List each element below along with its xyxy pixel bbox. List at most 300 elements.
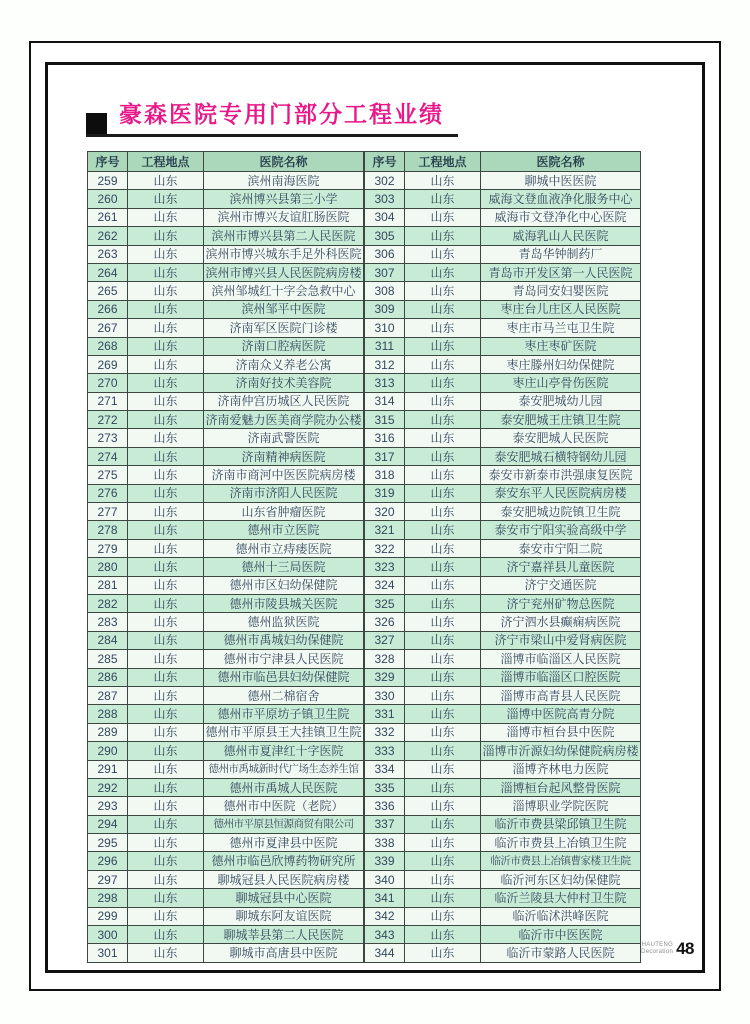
location-cell: 山东 (128, 374, 204, 392)
hospital-cell: 德州市平原县王大挂镇卫生院 (204, 723, 364, 741)
table-row (88, 374, 364, 392)
table-row (88, 650, 364, 668)
serial-cell: 325 (365, 594, 405, 612)
hospital-cell: 淄博市临淄区口腔医院 (481, 668, 641, 686)
table-row (365, 705, 641, 723)
header-hospital: 医院名称 (204, 152, 364, 172)
hospital-cell: 德州市禹城妇幼保健院 (204, 631, 364, 649)
footer-brand-line1: HAUTENG (641, 941, 674, 948)
hospital-cell: 济宁泗水县癫痫病医院 (481, 613, 641, 631)
hospital-cell: 德州市立医院 (204, 521, 364, 539)
hospital-cell: 济宁市梁山中爱肾病医院 (481, 631, 641, 649)
location-cell: 山东 (128, 429, 204, 447)
location-cell: 山东 (405, 319, 481, 337)
hospital-cell: 聊城东阿友谊医院 (204, 907, 364, 925)
hospital-cell: 泰安肥城石横特钢幼儿园 (481, 447, 641, 465)
serial-cell: 286 (88, 668, 128, 686)
table-row (365, 245, 641, 263)
hospital-cell: 青岛市开发区第一人民医院 (481, 263, 641, 281)
table-row (88, 300, 364, 318)
serial-cell: 277 (88, 503, 128, 521)
table-row (88, 705, 364, 723)
hospital-cell: 济南好技术美容院 (204, 374, 364, 392)
location-cell: 山东 (405, 576, 481, 594)
serial-cell: 300 (88, 926, 128, 944)
hospital-cell: 泰安东平人民医院病房楼 (481, 484, 641, 502)
table-row (365, 172, 641, 190)
table-row (88, 852, 364, 870)
location-cell: 山东 (128, 852, 204, 870)
table-row (365, 797, 641, 815)
footer-brand-line2: Decoration (641, 949, 674, 955)
location-cell: 山东 (405, 926, 481, 944)
serial-cell: 306 (365, 245, 405, 263)
location-cell: 山东 (128, 300, 204, 318)
serial-cell: 326 (365, 613, 405, 631)
hospital-cell: 滨州市博兴友谊肛肠医院 (204, 208, 364, 226)
location-cell: 山东 (405, 355, 481, 373)
table-header-row (88, 152, 364, 172)
serial-cell: 337 (365, 815, 405, 833)
location-cell: 山东 (405, 466, 481, 484)
location-cell: 山东 (405, 282, 481, 300)
serial-cell: 287 (88, 686, 128, 704)
table-row (88, 208, 364, 226)
header-serial: 序号 (88, 152, 128, 172)
location-cell: 山东 (128, 558, 204, 576)
table-row (88, 521, 364, 539)
table-row (88, 539, 364, 557)
table-row (365, 576, 641, 594)
table-row (88, 503, 364, 521)
table-row (365, 723, 641, 741)
serial-cell: 263 (88, 245, 128, 263)
hospital-cell: 滨州市博兴县人民医院病房楼 (204, 263, 364, 281)
table-header-row (365, 152, 641, 172)
location-cell: 山东 (128, 815, 204, 833)
table-row (88, 889, 364, 907)
location-cell: 山东 (128, 484, 204, 502)
location-cell: 山东 (405, 797, 481, 815)
serial-cell: 284 (88, 631, 128, 649)
location-cell: 山东 (405, 723, 481, 741)
table-row (88, 870, 364, 888)
location-cell: 山东 (128, 705, 204, 723)
hospital-cell: 临沂市蒙路人民医院 (481, 944, 641, 962)
serial-cell: 289 (88, 723, 128, 741)
location-cell: 山东 (128, 889, 204, 907)
serial-cell: 315 (365, 411, 405, 429)
location-cell: 山东 (128, 686, 204, 704)
hospital-cell: 威海乳山人民医院 (481, 227, 641, 245)
projects-table-right (364, 151, 641, 963)
serial-cell: 324 (365, 576, 405, 594)
location-cell: 山东 (128, 392, 204, 410)
hospital-cell: 威海文登血液净化服务中心 (481, 190, 641, 208)
hospital-cell: 枣庄市马兰屯卫生院 (481, 319, 641, 337)
location-cell: 山东 (128, 778, 204, 796)
table-row (365, 907, 641, 925)
table-row (88, 723, 364, 741)
hospital-cell: 济宁交通医院 (481, 576, 641, 594)
serial-cell: 292 (88, 778, 128, 796)
hospital-cell: 聊城市高唐县中医院 (204, 944, 364, 962)
hospital-cell: 聊城中医医院 (481, 172, 641, 190)
serial-cell: 309 (365, 300, 405, 318)
serial-cell: 299 (88, 907, 128, 925)
hospital-cell: 临沂市费县上冶镇曹家楼卫生院 (481, 852, 641, 870)
location-cell: 山东 (405, 705, 481, 723)
location-cell: 山东 (128, 337, 204, 355)
location-cell: 山东 (128, 742, 204, 760)
location-cell: 山东 (405, 539, 481, 557)
serial-cell: 328 (365, 650, 405, 668)
hospital-cell: 枣庄山亭骨伤医院 (481, 374, 641, 392)
serial-cell: 313 (365, 374, 405, 392)
serial-cell: 301 (88, 944, 128, 962)
hospital-cell: 德州市禹城新时代广场生态养生馆 (204, 760, 364, 778)
location-cell: 山东 (405, 944, 481, 962)
hospital-cell: 枣庄台儿庄区人民医院 (481, 300, 641, 318)
serial-cell: 270 (88, 374, 128, 392)
hospital-cell: 滨州邹平中医院 (204, 300, 364, 318)
table-row (88, 631, 364, 649)
table-row (365, 760, 641, 778)
table-row (365, 263, 641, 281)
hospital-cell: 德州监狱医院 (204, 613, 364, 631)
hospital-cell: 德州市禹城人民医院 (204, 778, 364, 796)
location-cell: 山东 (128, 503, 204, 521)
location-cell: 山东 (128, 834, 204, 852)
location-cell: 山东 (128, 466, 204, 484)
serial-cell: 343 (365, 926, 405, 944)
location-cell: 山东 (405, 521, 481, 539)
location-cell: 山东 (128, 263, 204, 281)
table-row (88, 172, 364, 190)
hospital-cell: 淄博中医院高青分院 (481, 705, 641, 723)
hospital-cell: 枣庄枣矿医院 (481, 337, 641, 355)
table-row (88, 319, 364, 337)
hospital-cell: 淄博齐林电力医院 (481, 760, 641, 778)
serial-cell: 282 (88, 594, 128, 612)
table-row (365, 852, 641, 870)
serial-cell: 279 (88, 539, 128, 557)
table-row (365, 300, 641, 318)
serial-cell: 321 (365, 521, 405, 539)
table-row (365, 392, 641, 410)
table-row (365, 686, 641, 704)
hospital-cell: 山东省肿瘤医院 (204, 503, 364, 521)
serial-cell: 288 (88, 705, 128, 723)
table-row (88, 815, 364, 833)
location-cell: 山东 (405, 686, 481, 704)
hospital-cell: 济南口腔病医院 (204, 337, 364, 355)
table-row (365, 282, 641, 300)
location-cell: 山东 (405, 227, 481, 245)
title-square-bullet (86, 113, 107, 134)
hospital-cell: 青岛华钟制药厂 (481, 245, 641, 263)
table-row (365, 319, 641, 337)
hospital-cell: 济南市济阳人民医院 (204, 484, 364, 502)
table-row (365, 558, 641, 576)
projects-table-left (87, 151, 364, 963)
serial-cell: 298 (88, 889, 128, 907)
hospital-cell: 德州市中医院（老院） (204, 797, 364, 815)
table-row (365, 742, 641, 760)
serial-cell: 291 (88, 760, 128, 778)
hospital-cell: 德州市临邑欣博药物研究所 (204, 852, 364, 870)
hospital-cell: 济南爱魅力医美商学院办公楼 (204, 411, 364, 429)
hospital-cell: 淄博市临淄区人民医院 (481, 650, 641, 668)
location-cell: 山东 (405, 558, 481, 576)
location-cell: 山东 (128, 245, 204, 263)
hospital-cell: 济宁嘉祥县儿童医院 (481, 558, 641, 576)
serial-cell: 261 (88, 208, 128, 226)
hospital-cell: 临沂河东区妇幼保健院 (481, 870, 641, 888)
location-cell: 山东 (405, 447, 481, 465)
hospital-cell: 临沂兰陵县大仲村卫生院 (481, 889, 641, 907)
location-cell: 山东 (405, 613, 481, 631)
hospital-cell: 淄博职业学院医院 (481, 797, 641, 815)
serial-cell: 264 (88, 263, 128, 281)
location-cell: 山东 (128, 172, 204, 190)
location-cell: 山东 (405, 411, 481, 429)
hospital-cell: 德州市平原县恒源商贸有限公司 (204, 815, 364, 833)
serial-cell: 312 (365, 355, 405, 373)
serial-cell: 302 (365, 172, 405, 190)
table-row (88, 926, 364, 944)
hospital-cell: 济南武警医院 (204, 429, 364, 447)
projects-tables (87, 151, 641, 963)
serial-cell: 262 (88, 227, 128, 245)
hospital-cell: 青岛同安妇婴医院 (481, 282, 641, 300)
serial-cell: 267 (88, 319, 128, 337)
table-row (88, 558, 364, 576)
serial-cell: 319 (365, 484, 405, 502)
serial-cell: 297 (88, 870, 128, 888)
hospital-cell: 淄博市桓台县中医院 (481, 723, 641, 741)
serial-cell: 283 (88, 613, 128, 631)
serial-cell: 280 (88, 558, 128, 576)
serial-cell: 266 (88, 300, 128, 318)
serial-cell: 276 (88, 484, 128, 502)
table-row (88, 797, 364, 815)
hospital-cell: 泰安市新泰市洪强康复医院 (481, 466, 641, 484)
location-cell: 山东 (405, 594, 481, 612)
hospital-cell: 济南市商河中医医院病房楼 (204, 466, 364, 484)
page-title: 豪森医院专用门部分工程业绩 (119, 101, 444, 127)
location-cell: 山东 (405, 742, 481, 760)
location-cell: 山东 (405, 852, 481, 870)
table-row (365, 208, 641, 226)
hospital-cell: 德州二棉宿舍 (204, 686, 364, 704)
hospital-cell: 滨州邹城红十字会急救中心 (204, 282, 364, 300)
location-cell: 山东 (405, 870, 481, 888)
location-cell: 山东 (405, 429, 481, 447)
footer-brand (641, 942, 673, 956)
table-row (365, 650, 641, 668)
location-cell: 山东 (128, 355, 204, 373)
serial-cell: 331 (365, 705, 405, 723)
table-row (88, 686, 364, 704)
hospital-cell: 临沂市费县上冶镇卫生院 (481, 834, 641, 852)
table-row (88, 594, 364, 612)
serial-cell: 336 (365, 797, 405, 815)
serial-cell: 274 (88, 447, 128, 465)
serial-cell: 323 (365, 558, 405, 576)
table-row (88, 337, 364, 355)
table-row (88, 907, 364, 925)
location-cell: 山东 (405, 815, 481, 833)
serial-cell: 318 (365, 466, 405, 484)
table-row (365, 631, 641, 649)
table-row (365, 944, 641, 962)
location-cell: 山东 (405, 245, 481, 263)
serial-cell: 293 (88, 797, 128, 815)
serial-cell: 278 (88, 521, 128, 539)
hospital-cell: 聊城冠县人民医院病房楼 (204, 870, 364, 888)
location-cell: 山东 (405, 392, 481, 410)
serial-cell: 341 (365, 889, 405, 907)
location-cell: 山东 (128, 760, 204, 778)
location-cell: 山东 (128, 447, 204, 465)
hospital-cell: 济南仲宫历城区人民医院 (204, 392, 364, 410)
table-row (365, 778, 641, 796)
table-row (88, 429, 364, 447)
table-row (88, 668, 364, 686)
hospital-cell: 临沂市费县梁邱镇卫生院 (481, 815, 641, 833)
table-row (88, 742, 364, 760)
table-row (365, 190, 641, 208)
serial-cell: 322 (365, 539, 405, 557)
hospital-cell: 滨州市博兴城东手足外科医院 (204, 245, 364, 263)
location-cell: 山东 (128, 870, 204, 888)
serial-cell: 339 (365, 852, 405, 870)
serial-cell: 330 (365, 686, 405, 704)
header-hospital: 医院名称 (481, 152, 641, 172)
location-cell: 山东 (405, 374, 481, 392)
serial-cell: 335 (365, 778, 405, 796)
serial-cell: 314 (365, 392, 405, 410)
serial-cell: 285 (88, 650, 128, 668)
hospital-cell: 临沂临沭洪峰医院 (481, 907, 641, 925)
page-footer (641, 939, 694, 959)
location-cell: 山东 (405, 760, 481, 778)
serial-cell: 327 (365, 631, 405, 649)
location-cell: 山东 (405, 778, 481, 796)
table-row (365, 834, 641, 852)
table-row (88, 613, 364, 631)
serial-cell: 307 (365, 263, 405, 281)
hospital-cell: 泰安肥城王庄镇卫生院 (481, 411, 641, 429)
hospital-cell: 德州市临邑县妇幼保健院 (204, 668, 364, 686)
hospital-cell: 淄博市沂源妇幼保健院病房楼 (481, 742, 641, 760)
location-cell: 山东 (405, 631, 481, 649)
location-cell: 山东 (128, 797, 204, 815)
hospital-cell: 济宁兖州矿物总医院 (481, 594, 641, 612)
location-cell: 山东 (128, 613, 204, 631)
location-cell: 山东 (405, 484, 481, 502)
table-row (365, 815, 641, 833)
location-cell: 山东 (128, 190, 204, 208)
location-cell: 山东 (128, 208, 204, 226)
hospital-cell: 德州市夏津红十字医院 (204, 742, 364, 760)
hospital-cell: 德州市平原坊子镇卫生院 (204, 705, 364, 723)
serial-cell: 340 (365, 870, 405, 888)
header-location: 工程地点 (128, 152, 204, 172)
serial-cell: 320 (365, 503, 405, 521)
table-row (365, 539, 641, 557)
hospital-cell: 德州市立痔瘘医院 (204, 539, 364, 557)
location-cell: 山东 (128, 650, 204, 668)
serial-cell: 316 (365, 429, 405, 447)
serial-cell: 271 (88, 392, 128, 410)
table-row (88, 484, 364, 502)
location-cell: 山东 (128, 521, 204, 539)
location-cell: 山东 (128, 539, 204, 557)
location-cell: 山东 (128, 907, 204, 925)
serial-cell: 332 (365, 723, 405, 741)
location-cell: 山东 (128, 631, 204, 649)
serial-cell: 338 (365, 834, 405, 852)
serial-cell: 273 (88, 429, 128, 447)
hospital-cell: 济南众义养老公寓 (204, 355, 364, 373)
table-row (88, 576, 364, 594)
location-cell: 山东 (405, 907, 481, 925)
serial-cell: 305 (365, 227, 405, 245)
hospital-cell: 滨州博兴县第三小学 (204, 190, 364, 208)
table-row (88, 447, 364, 465)
location-cell: 山东 (405, 668, 481, 686)
location-cell: 山东 (405, 834, 481, 852)
location-cell: 山东 (128, 576, 204, 594)
table-row (365, 668, 641, 686)
serial-cell: 290 (88, 742, 128, 760)
hospital-cell: 泰安市宁阳实验高级中学 (481, 521, 641, 539)
serial-cell: 317 (365, 447, 405, 465)
location-cell: 山东 (128, 282, 204, 300)
table-row (88, 227, 364, 245)
table-row (88, 245, 364, 263)
location-cell: 山东 (405, 650, 481, 668)
serial-cell: 281 (88, 576, 128, 594)
hospital-cell: 滨州市博兴县第二人民医院 (204, 227, 364, 245)
location-cell: 山东 (128, 411, 204, 429)
hospital-cell: 淄博市高青县人民医院 (481, 686, 641, 704)
table-row (365, 355, 641, 373)
serial-cell: 265 (88, 282, 128, 300)
table-row (88, 411, 364, 429)
hospital-cell: 济南精神病医院 (204, 447, 364, 465)
header-serial: 序号 (365, 152, 405, 172)
table-row (365, 870, 641, 888)
location-cell: 山东 (405, 263, 481, 281)
serial-cell: 344 (365, 944, 405, 962)
hospital-cell: 泰安肥城边院镇卫生院 (481, 503, 641, 521)
hospital-cell: 济南军区医院门诊楼 (204, 319, 364, 337)
serial-cell: 304 (365, 208, 405, 226)
location-cell: 山东 (128, 319, 204, 337)
serial-cell: 310 (365, 319, 405, 337)
hospital-cell: 威海市文登净化中心医院 (481, 208, 641, 226)
serial-cell: 272 (88, 411, 128, 429)
hospital-cell: 临沂市中医医院 (481, 926, 641, 944)
table-row (365, 411, 641, 429)
table-row (88, 760, 364, 778)
table-row (365, 503, 641, 521)
serial-cell: 259 (88, 172, 128, 190)
serial-cell: 329 (365, 668, 405, 686)
